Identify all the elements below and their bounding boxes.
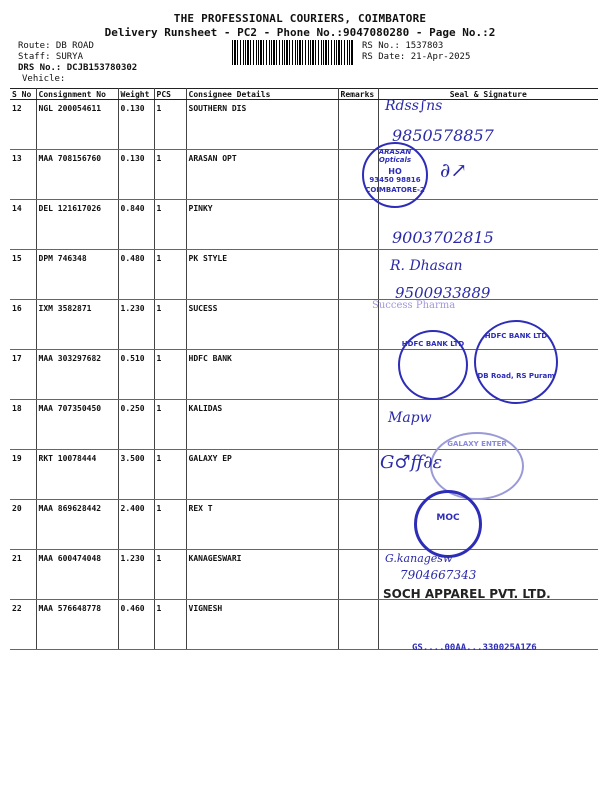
- table-row: [10, 100, 598, 150]
- cell-remarks: [338, 550, 378, 600]
- cell-consignment: RKT 10078444: [36, 450, 118, 500]
- cell-sno: 22: [10, 600, 36, 650]
- gst-stamp-line: GS....00AA...330025A1Z6: [412, 643, 537, 653]
- cell-weight: 0.460: [118, 600, 154, 650]
- col-consignment: Consignment No: [36, 89, 118, 100]
- hdfc-stamp-1: HDFC BANK LTD: [398, 330, 468, 400]
- cell-sno: 12: [10, 100, 36, 150]
- cell-consignment: MAA 707350450: [36, 400, 118, 450]
- cell-pcs: 1: [154, 400, 186, 450]
- handwritten-phone-2: 9003702815: [392, 228, 494, 247]
- table-row: [10, 500, 598, 550]
- cell-consignee: VIGNESH: [186, 600, 338, 650]
- soch-apparel-stamp: SOCH APPAREL PVT. LTD.: [383, 587, 551, 601]
- rs-number: RS No.: 1537803: [362, 41, 444, 51]
- arasan-stamp: ARASAN Opticals HO 93450 98816 COIMBATORE-2: [362, 142, 428, 208]
- cell-sno: 13: [10, 150, 36, 200]
- cell-signature: [378, 500, 598, 550]
- cell-consignment: MAA 303297682: [36, 350, 118, 400]
- handwritten-phone-21: 7904667343: [400, 568, 477, 582]
- route-label: Route: DB ROAD: [18, 41, 94, 51]
- table-row: [10, 250, 598, 300]
- cell-consignee: SOUTHERN DIS: [186, 100, 338, 150]
- signature-row-18: Mapw: [388, 410, 432, 426]
- cell-pcs: 1: [154, 450, 186, 500]
- cell-sno: 21: [10, 550, 36, 600]
- moc-stamp: MOC: [414, 490, 482, 558]
- cell-consignment: MAA 708156760: [36, 150, 118, 200]
- table-row: [10, 600, 598, 650]
- rs-date: RS Date: 21-Apr-2025: [362, 52, 471, 62]
- col-consignee: Consignee Details: [186, 89, 338, 100]
- drs-number: DRS No.: DCJB153780302: [18, 63, 138, 73]
- cell-weight: 0.840: [118, 200, 154, 250]
- cell-consignee: KALIDAS: [186, 400, 338, 450]
- barcode: [232, 40, 354, 65]
- handwritten-name-15: R. Dhasan: [390, 258, 463, 274]
- cell-sno: 20: [10, 500, 36, 550]
- signature-row-19: G♂ff∂ε: [380, 452, 443, 473]
- cell-sno: 17: [10, 350, 36, 400]
- cell-sno: 16: [10, 300, 36, 350]
- handwritten-phone-1: 9850578857: [392, 126, 494, 145]
- runsheet-subtitle: Delivery Runsheet - PC2 - Phone No.:9047080280 - Page No.:2: [104, 26, 496, 39]
- cell-remarks: [338, 350, 378, 400]
- cell-weight: 2.400: [118, 500, 154, 550]
- cell-signature: [378, 600, 598, 650]
- cell-consignee: GALAXY EP: [186, 450, 338, 500]
- cell-remarks: [338, 450, 378, 500]
- cell-consignment: DEL 121617026: [36, 200, 118, 250]
- staff-label: Staff: SURYA: [18, 52, 84, 62]
- cell-weight: 0.130: [118, 150, 154, 200]
- cell-pcs: 1: [154, 200, 186, 250]
- cell-consignee: REX T: [186, 500, 338, 550]
- success-pharma-stamp: Success Pharma: [372, 300, 456, 311]
- cell-consignment: MAA 869628442: [36, 500, 118, 550]
- cell-pcs: 1: [154, 150, 186, 200]
- cell-consignment: MAA 600474048: [36, 550, 118, 600]
- cell-remarks: [338, 200, 378, 250]
- cell-consignee: PK STYLE: [186, 250, 338, 300]
- cell-remarks: [338, 500, 378, 550]
- cell-weight: 0.250: [118, 400, 154, 450]
- cell-weight: 3.500: [118, 450, 154, 500]
- cell-consignee: SUCESS: [186, 300, 338, 350]
- col-pcs: PCS: [154, 89, 186, 100]
- col-signature: Seal & Signature: [378, 89, 598, 100]
- cell-sno: 18: [10, 400, 36, 450]
- cell-consignee: PINKY: [186, 200, 338, 250]
- table-row: [10, 200, 598, 250]
- cell-consignment: NGL 200054611: [36, 100, 118, 150]
- cell-remarks: [338, 100, 378, 150]
- cell-remarks: [338, 600, 378, 650]
- company-title: THE PROFESSIONAL COURIERS, COIMBATORE: [173, 12, 427, 25]
- galaxy-stamp: GALAXY ENTER: [430, 432, 524, 500]
- cell-pcs: 1: [154, 100, 186, 150]
- cell-pcs: 1: [154, 300, 186, 350]
- table-row: [10, 150, 598, 200]
- cell-weight: 1.230: [118, 550, 154, 600]
- cell-pcs: 1: [154, 550, 186, 600]
- handwritten-phone-15: 9500933889: [395, 284, 491, 302]
- cell-consignee: ARASAN OPT: [186, 150, 338, 200]
- cell-sno: 14: [10, 200, 36, 250]
- table-header-row: [10, 89, 598, 100]
- signature-row-12: Rdss∫ns: [385, 98, 443, 114]
- signature-row-21: G.kanagesw: [385, 552, 453, 565]
- cell-consignee: HDFC BANK: [186, 350, 338, 400]
- cell-consignment: DPM 746348: [36, 250, 118, 300]
- cell-pcs: 1: [154, 250, 186, 300]
- cell-remarks: [338, 400, 378, 450]
- cell-pcs: 1: [154, 350, 186, 400]
- cell-sno: 15: [10, 250, 36, 300]
- hdfc-stamp-2: HDFC BANK LTD DB Road, RS Puram: [474, 320, 558, 404]
- cell-pcs: 1: [154, 500, 186, 550]
- col-weight: Weight: [118, 89, 154, 100]
- cell-pcs: 1: [154, 600, 186, 650]
- cell-weight: 1.230: [118, 300, 154, 350]
- cell-consignment: MAA 576648778: [36, 600, 118, 650]
- col-remarks: Remarks: [338, 89, 378, 100]
- signature-row-13: ∂↗: [440, 158, 468, 182]
- cell-weight: 0.510: [118, 350, 154, 400]
- vehicle-label: Vehicle:: [22, 74, 66, 84]
- cell-weight: 0.130: [118, 100, 154, 150]
- cell-remarks: [338, 250, 378, 300]
- cell-consignment: IXM 3582871: [36, 300, 118, 350]
- cell-sno: 19: [10, 450, 36, 500]
- cell-consignee: KANAGESWARI: [186, 550, 338, 600]
- col-sno: S No: [10, 89, 36, 100]
- cell-weight: 0.480: [118, 250, 154, 300]
